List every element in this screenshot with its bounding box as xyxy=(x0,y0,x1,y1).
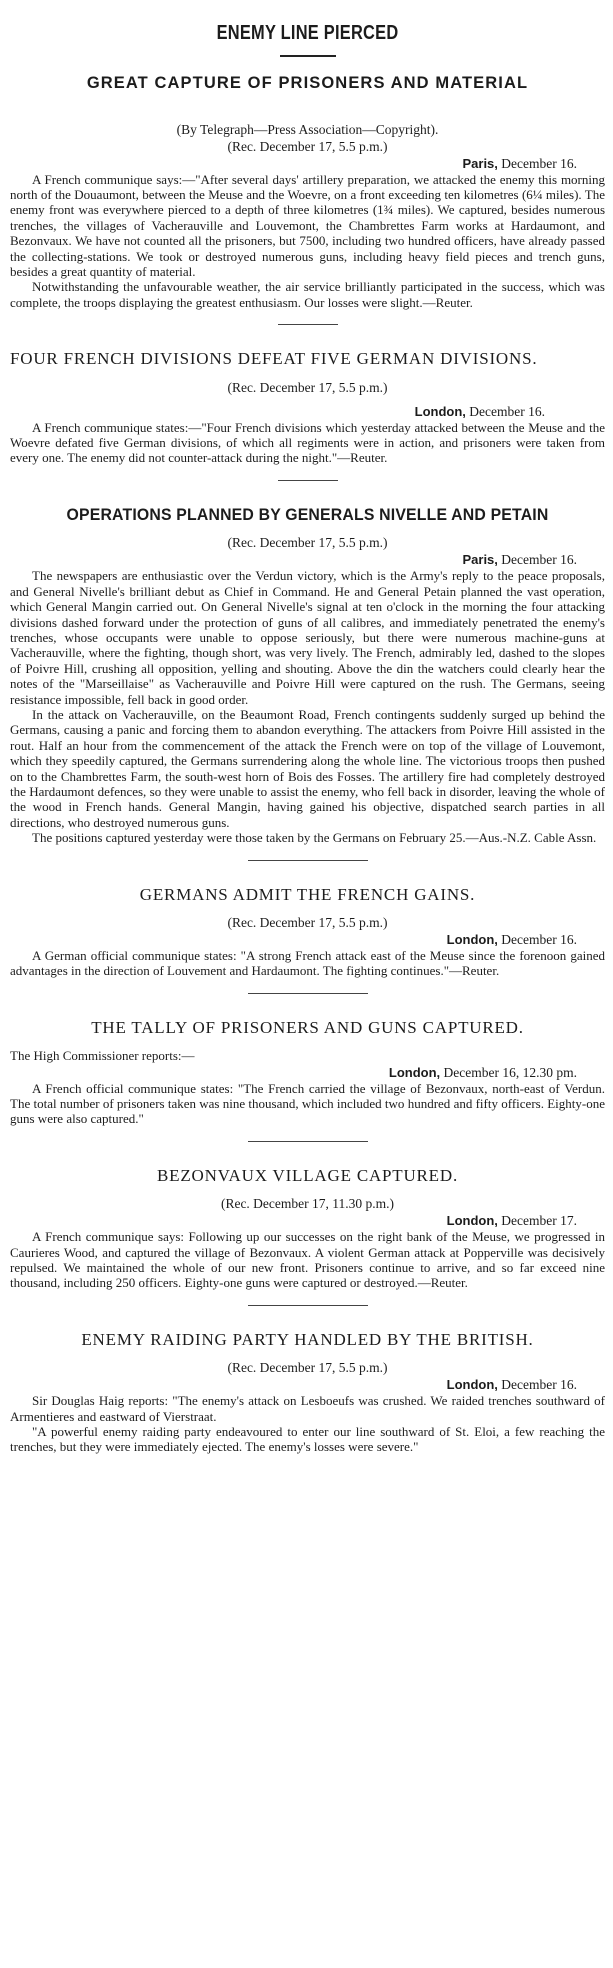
article-paris-communique xyxy=(10,122,605,311)
dateline-city: London, xyxy=(388,1064,441,1080)
dateline-city: London, xyxy=(414,403,466,419)
section-divider xyxy=(248,1305,368,1306)
received-line: (Rec. December 17, 5.5 p.m.) xyxy=(227,138,388,154)
article-title: BEZONVAUX VILLAGE CAPTURED. xyxy=(157,1165,458,1185)
intro-line: The High Commissioner reports:— xyxy=(10,1048,195,1064)
received-line: (Rec. December 17, 11.30 p.m.) xyxy=(220,1196,395,1212)
paragraph: A French communique says: Following up our successes on the right bank of the Meuse, we progressed in Caurieres Wood, and captured the village of Bezonvaux. A violent German attack at Popperville was decisively repulsed. We maintained the whole of our new front. Prisoners continue to arrive, and so far exceed nine thousand, including 250 officers. Eighty-one guns were captured or destroyed.—Reuter. xyxy=(10,1229,605,1291)
article-tally xyxy=(10,1018,605,1127)
dateline-city: Paris, xyxy=(462,155,498,171)
dateline xyxy=(10,1213,577,1229)
section-divider xyxy=(248,1141,368,1142)
dateline xyxy=(10,552,577,568)
paragraph: The positions captured yesterday were those taken by the Germans on February 25.—Aus.-N.Z. Cable Assn. xyxy=(32,830,597,846)
paragraph: "A powerful enemy raiding party endeavoured to enter our line southward of St. Eloi, a few reaching the trenches, but they were immediately ejected. The enemy's losses were severe." xyxy=(10,1424,605,1455)
received-line: (Rec. December 17, 5.5 p.m.) xyxy=(227,914,388,930)
dateline-date: December 16. xyxy=(501,1377,577,1393)
paragraph: A German official communique states: "A strong French attack east of the Meuse since the forenoon gained advantages in the direction of Louvement and Hardaumont. The fighting continues."—Reuter. xyxy=(10,947,605,979)
dateline-city: London, xyxy=(446,1377,498,1393)
received-line: (Rec. December 17, 5.5 p.m.) xyxy=(227,379,388,395)
dateline-city: London, xyxy=(446,931,498,947)
dateline-city: Paris, xyxy=(462,552,498,568)
article-title: OPERATIONS PLANNED BY GENERALS NIVELLE AND PETAIN xyxy=(66,504,549,524)
section-divider xyxy=(248,993,368,994)
article-title: FOUR FRENCH DIVISIONS DEFEAT FIVE GERMAN DIVISIONS. xyxy=(10,349,538,369)
dateline xyxy=(10,932,577,948)
paragraph: A French communique says:—"After several days' artillery preparation, we attacked the enemy this morning north of the Douaumont, between the Meuse and the Woevre, on a front exceeding ten kilometres (6¼ miles). The enemy front was everywhere pierced to a depth of three kilometres (1¾ miles). We captured, besides numerous trenches, the villages of Vacherauville and Louvemont, the Chambrettes Farm works at Hardaumont, and Bezonvaux. We have not counted all the prisoners, but 7500, including two hundred officers, have already passed the collecting-stations. We took or destroyed numerous guns, including heavy field pieces and trench guns, besides a great quantity of material. xyxy=(10,171,605,280)
dateline xyxy=(10,404,545,420)
article-title: ENEMY RAIDING PARTY HANDLED BY THE BRITISH. xyxy=(81,1329,534,1349)
article-operations-planned xyxy=(10,505,605,846)
dateline xyxy=(10,1377,577,1393)
dateline-date: December 16. xyxy=(501,155,577,171)
dateline-date: December 17. xyxy=(501,1213,577,1229)
section-divider xyxy=(248,860,368,861)
article-germans-admit xyxy=(10,885,605,979)
article-title: GERMANS ADMIT THE FRENCH GAINS. xyxy=(139,884,476,904)
dateline xyxy=(10,156,577,172)
dateline-city: London, xyxy=(446,1213,498,1229)
article-title: THE TALLY OF PRISONERS AND GUNS CAPTURED. xyxy=(91,1017,524,1037)
article-four-divisions xyxy=(10,349,605,466)
paragraph: In the attack on Vacherauville, on the Beaumont Road, French contingents suddenly surged up behind the Germans, causing a panic and forcing them to abandon everything. The attackers from Poivre Hill assisted in the rout. Half an hour from the commencement of the attack the French were on top of the village of Louvemont, which they speedily captured, the Germans surrendering along the whole line. The victorious troops then pushed on to the Chambrettes Farm, the south-west horn of Bois des Fosses. The artillery fire had completely destroyed the Hardaumont defences, so they were unable to assist the enemy, who fell back in disorder, leaving the whole of the wood in French hands. General Mangin, having gained his objective, dispatched search parties in all directions, who destroyed numerous guns. xyxy=(10,706,605,830)
dateline-date: December 16. xyxy=(501,931,577,947)
section-divider xyxy=(278,324,338,325)
subheadline: GREAT CAPTURE OF PRISONERS AND MATERIAL xyxy=(86,74,529,92)
paragraph: Notwithstanding the unfavourable weather, the air service brilliantly participated in the success, which was complete, the troops displaying the greatest enthusiasm. Our losses were slight.—Reuter. xyxy=(10,279,605,310)
dateline-date: December 16, 12.30 pm. xyxy=(443,1064,577,1080)
article-raiding-party xyxy=(10,1330,605,1455)
section-divider xyxy=(278,480,338,481)
dateline-date: December 16. xyxy=(469,403,545,419)
main-headline: ENEMY LINE PIERCED xyxy=(216,22,399,44)
received-line: (Rec. December 17, 5.5 p.m.) xyxy=(227,535,388,551)
headline-rule xyxy=(280,55,336,57)
paragraph: A French official communique states: "The French carried the village of Bezonvaux, north-east of Verdun. The total number of prisoners taken was nine thousand, which included two hundred and fifty officers. Eighty-one guns were also captured." xyxy=(10,1080,605,1127)
dateline-date: December 16. xyxy=(501,552,577,568)
source-line: (By Telegraph—Press Association—Copyright). xyxy=(176,121,439,137)
dateline xyxy=(10,1065,577,1081)
paragraph: The newspapers are enthusiastic over the Verdun victory, which is the Army's reply to the peace proposals, and General Nivelle's brilliant debut as Chief in Command. He and General Petain planned the vast operation, which General Mangin carried out. On General Nivelle's signal at ten o'clock in the morning the four attacking divisions dashed forward under the protection of guns of all calibres, and immediately penetrated the enemy's trenches, whose occupants were unable to oppose seriously, but there were numerous machine-guns at Vacherauville, where the fighting, though short, was very lively. The French, admirably led, dashed to the slopes of Poivre Hill, crushing all opposition, yelling and shouting. Above the din the watchers could clearly hear the notes of the "Marseillaise" as Vacherauville and Poivre Hill were captured on the rush. The Germans, seeing resistance impossible, fell back in good order. xyxy=(10,568,605,707)
paragraph: Sir Douglas Haig reports: "The enemy's attack on Lesboeufs was crushed. We raided trenches southward of Armentieres and eastward of Vierstraat. xyxy=(10,1393,605,1424)
received-line: (Rec. December 17, 5.5 p.m.) xyxy=(227,1360,388,1376)
paragraph: A French communique states:—"Four French divisions which yesterday attacked between the Meuse and the Woevre defated five German divisions, of which all regiments were in action, and prisoners were taken from every one. The enemy did not counter-attack during the night."—Reuter. xyxy=(10,419,605,466)
article-bezonvaux xyxy=(10,1166,605,1291)
